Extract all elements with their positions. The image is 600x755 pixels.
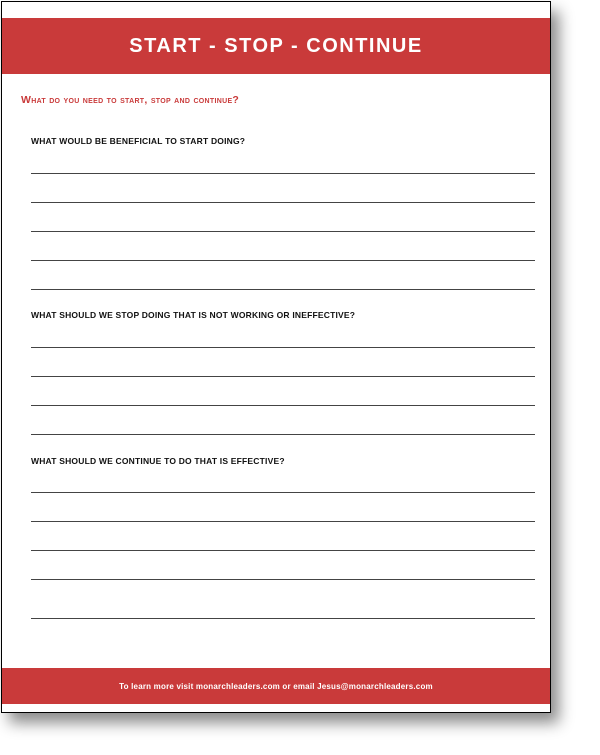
page-title: START - STOP - CONTINUE	[129, 34, 423, 57]
subtitle: What do you need to start, stop and continue?	[21, 94, 240, 106]
answer-line-start-3[interactable]	[31, 231, 535, 232]
question-continue: WHAT SHOULD WE CONTINUE TO DO THAT IS EFFECTIVE?	[31, 456, 285, 466]
answer-line-continue-2[interactable]	[31, 521, 535, 522]
answer-line-start-4[interactable]	[31, 260, 535, 261]
answer-line-continue-5[interactable]	[31, 618, 535, 619]
footer-contact-text: To learn more visit monarchleaders.com or email Jesus@monarchleaders.com	[119, 681, 433, 691]
answer-line-continue-4[interactable]	[31, 579, 535, 580]
answer-line-stop-1[interactable]	[31, 347, 535, 348]
footer-banner	[2, 668, 550, 704]
answer-line-start-5[interactable]	[31, 289, 535, 290]
header-banner	[2, 18, 550, 74]
answer-line-stop-4[interactable]	[31, 434, 535, 435]
answer-line-continue-3[interactable]	[31, 550, 535, 551]
answer-line-stop-2[interactable]	[31, 376, 535, 377]
answer-line-start-2[interactable]	[31, 202, 535, 203]
question-start: WHAT WOULD BE BENEFICIAL TO START DOING?	[31, 136, 246, 146]
answer-line-start-1[interactable]	[31, 173, 535, 174]
answer-line-stop-3[interactable]	[31, 405, 535, 406]
answer-line-continue-1[interactable]	[31, 492, 535, 493]
question-stop: WHAT SHOULD WE STOP DOING THAT IS NOT WORKING OR INEFFECTIVE?	[31, 310, 356, 320]
worksheet-page	[1, 1, 551, 713]
